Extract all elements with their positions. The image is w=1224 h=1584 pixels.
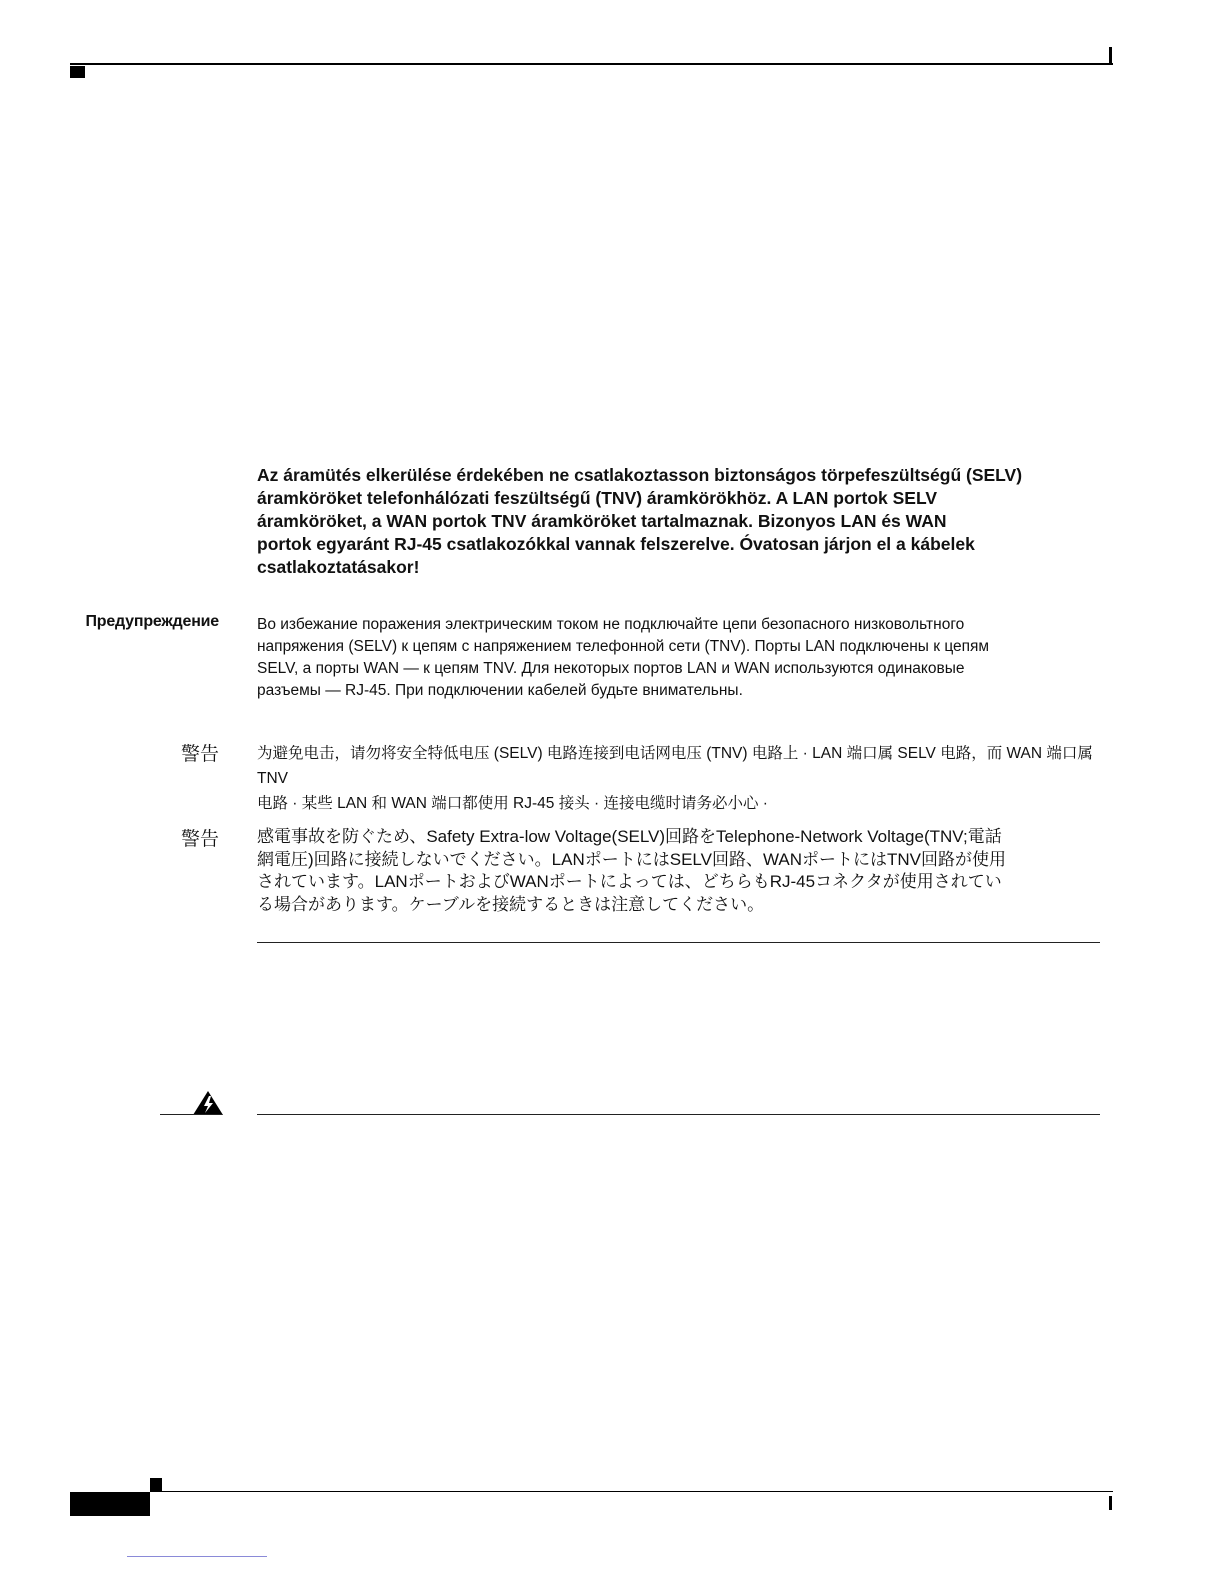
header-marker — [70, 66, 85, 78]
warning-text-chinese: 为避免电击，请勿将安全特低电压 (SELV) 电路连接到电话网电压 (TNV) 电路上 · LAN 端口属 SELV 电路，而 WAN 端口属 TNV 电路 · 某些 LAN 和 WAN 端口都使用 RJ-45 接头 · 连接电缆时请务必小心 · — [257, 745, 1093, 812]
warning-text-russian: Во избежание поражения электрическим током не подключайте цепи безопасного низковольтного напряжения (SELV) к цепям с напряжением телефонной сети (TNV). Порты LAN подключены к цепям SELV, а порты WAN — к цепям TNV. Для некоторых портов LAN и WAN используются одинаковые разъемы — RJ-45. При подключении кабелей будьте внимательны. — [257, 616, 990, 699]
footer-marker — [150, 1478, 162, 1491]
header-tick — [1109, 47, 1112, 64]
header-rule — [70, 63, 1113, 65]
footer-rule — [150, 1491, 1113, 1492]
footer-tick — [1109, 1496, 1112, 1510]
warning-text-japanese: 感電事故を防ぐため、Safety Extra-low Voltage(SELV)回路をTelephone-Network Voltage(TNV;電話 網電圧)回路に接続しないでください。LANポートにはSELV回路、WANポートにはTNV回路が使用 されています。LANポートおよびWANポートによっては、どちらもRJ-45コネクタが使用されてい る場合があります。ケーブルを接続するときは注意してください。 — [257, 827, 1006, 914]
warning-label-chinese: 警告 — [180, 744, 219, 765]
warning-label-russian: Предупреждение — [85, 613, 219, 630]
warning-text-hungarian: Az áramütés elkerülése érdekében ne csatlakoztasson biztonságos törpefeszültségű (SELV) áramköröket telefonhálózati feszültségű (TNV) áramkörökhöz. A LAN portok SELV áramköröket, a WAN portok TNV áramköröket tartalmaznak. Bizonyos LAN és WAN portok egyaránt RJ-45 csatlakozókkal vannak felszerelve. Óvatosan járjon el a kábelek csatlakoztatásakor! — [257, 465, 1023, 577]
warning-label-japanese: 警告 — [180, 829, 219, 850]
footer-link-underline[interactable] — [127, 1556, 267, 1557]
warning-icon — [192, 1090, 224, 1116]
warning-rule — [257, 1114, 1100, 1115]
section-divider — [257, 942, 1100, 943]
footer-page-block — [70, 1492, 150, 1516]
warning-rule-short — [160, 1114, 222, 1115]
